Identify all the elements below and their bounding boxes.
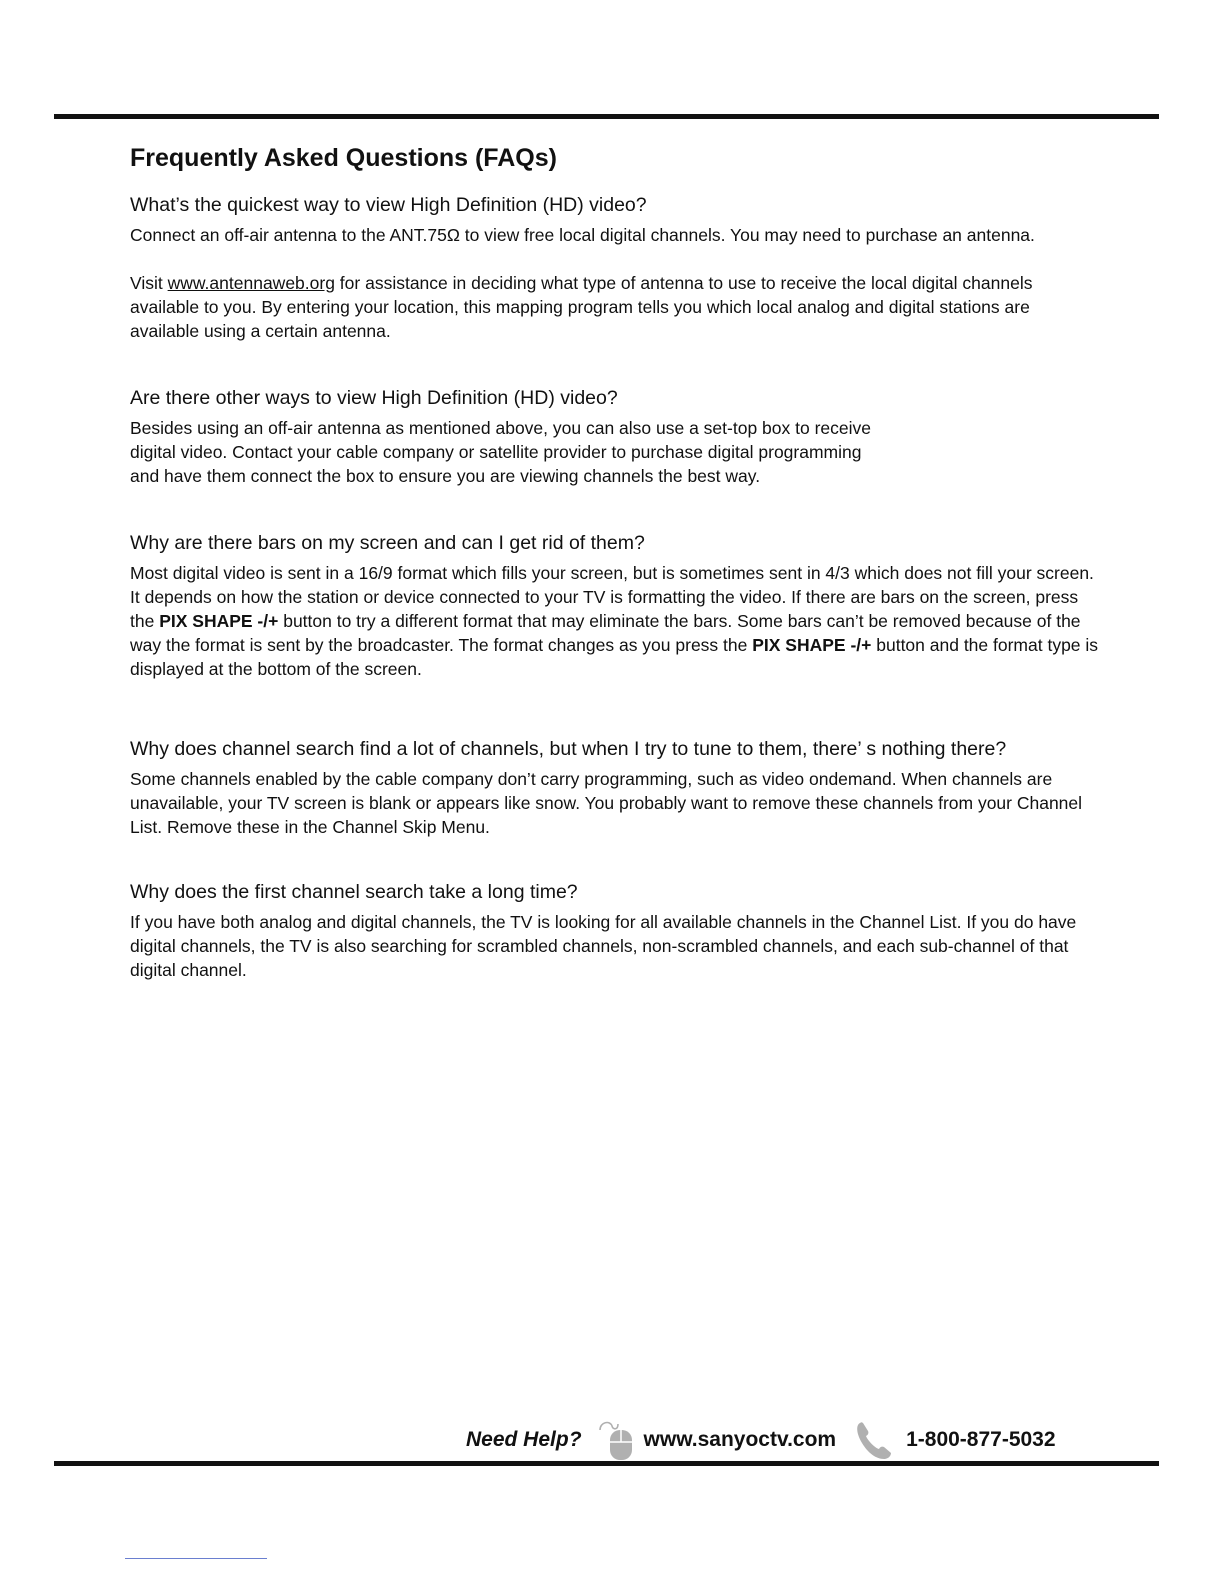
faq-question: Why are there bars on my screen and can I get rid of them? xyxy=(130,532,645,554)
help-footer xyxy=(466,1418,1056,1462)
antennaweb-link[interactable]: www.antennaweb.org xyxy=(167,273,335,293)
mouse-icon xyxy=(596,1418,636,1462)
faq-item-screen-bars xyxy=(130,530,1100,681)
faq-question: What’s the quickest way to view High Definition (HD) video? xyxy=(130,194,647,216)
page-title: Frequently Asked Questions (FAQs) xyxy=(130,144,557,172)
bottom-mark xyxy=(125,1558,267,1559)
faq-item-hd-quickest xyxy=(130,192,1100,343)
faq-question: Why does the first channel search take a long time? xyxy=(130,881,578,903)
answer-text: button and the format type is displayed at the bottom of the screen. xyxy=(130,635,1099,679)
top-rule xyxy=(54,114,1159,119)
answer-line: digital video. Contact your cable company or satellite provider to purchase digital programming xyxy=(130,442,862,462)
answer-text: Visit xyxy=(130,273,168,293)
faq-answer: If you have both analog and digital channels, the TV is looking for all available channels in the Channel List. If you do have digital channels, the TV is also searching for scrambled channels, non-scrambled channels, and each sub-channel of that digital channel. xyxy=(130,912,1077,980)
faq-question: Why does channel search find a lot of channels, but when I try to tune to them, there’ s nothing there? xyxy=(130,738,1007,760)
faq-question: Are there other ways to view High Definition (HD) video? xyxy=(130,387,618,409)
answer-line: Besides using an off-air antenna as mentioned above, you can also use a set-top box to receive xyxy=(130,418,871,438)
answer-line: and have them connect the box to ensure you are viewing channels the best way. xyxy=(130,466,761,486)
faq-answer xyxy=(130,561,1100,681)
phone-icon xyxy=(854,1419,894,1461)
faq-item-hd-other-ways xyxy=(130,385,1100,488)
answer-text: for assistance in deciding what type of antenna to use to receive the local digital channels available to you. By entering your location, this mapping program tells you which local analog and digital stations are available using a certain antenna. xyxy=(130,273,1033,341)
answer-text: button to try a different format that may eliminate the bars. Some bars can’t be removed because of the way the format is sent by the broadcaster. The format changes as you press the xyxy=(130,611,1081,655)
faq-answer-visit xyxy=(130,271,1100,343)
faq-content xyxy=(130,140,1100,982)
pix-shape-button-label: PIX SHAPE -/+ xyxy=(752,635,872,655)
answer-text: Most digital video is sent in a 16/9 format which fills your screen, but is sometimes sent in 4/3 which does not fill your screen. It depends on how the station or device connected to your TV is formatting the video. If there are bars on the screen, press the xyxy=(130,563,1094,631)
website-link[interactable]: www.sanyoctv.com xyxy=(643,1428,837,1451)
pix-shape-button-label: PIX SHAPE -/+ xyxy=(159,611,279,631)
need-help-label: Need Help? xyxy=(466,1428,582,1451)
faq-answer: Connect an off-air antenna to the ANT.75Ω to view free local digital channels. You may need to purchase an antenna. xyxy=(130,225,1035,245)
phone-number: 1-800-877-5032 xyxy=(906,1428,1056,1451)
faq-item-channel-search-nothing xyxy=(130,736,1100,839)
bottom-rule xyxy=(54,1461,1159,1466)
faq-item-first-search-time xyxy=(130,879,1100,982)
faq-answer xyxy=(130,416,1100,488)
faq-answer: Some channels enabled by the cable company don’t carry programming, such as video ondemand. When channels are unavailable, your TV screen is blank or appears like snow. You probably want to remove these channels from your Channel List. Remove these in the Channel Skip Menu. xyxy=(130,769,1083,837)
